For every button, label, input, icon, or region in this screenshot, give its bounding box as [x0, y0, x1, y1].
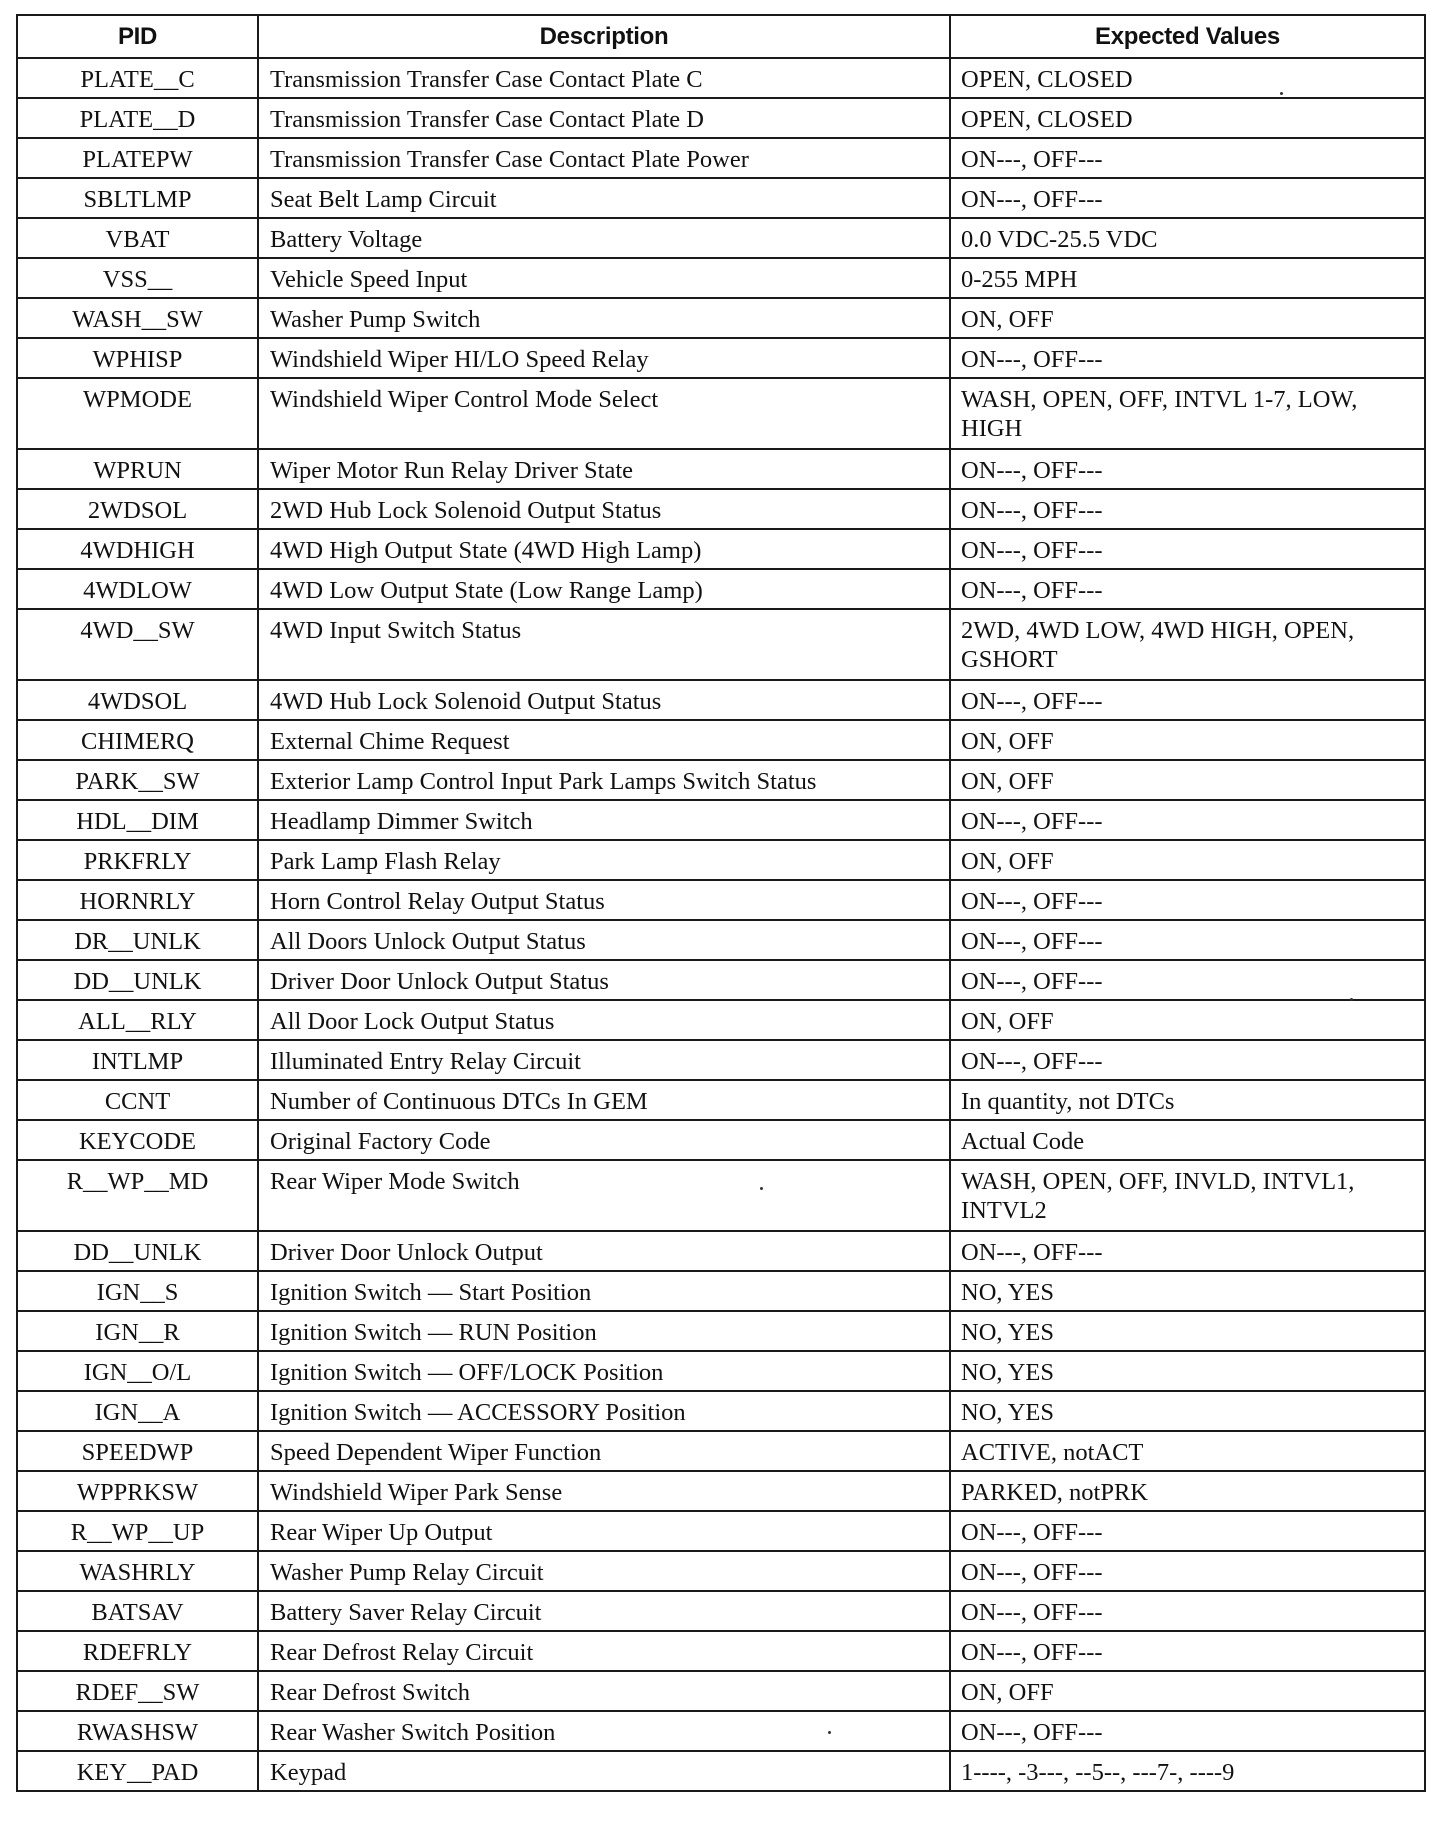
pid-cell: 4WD__SW [17, 609, 258, 680]
table-row [17, 800, 1425, 840]
expected-values-cell: 0-255 MPH [950, 258, 1425, 298]
table-row [17, 1391, 1425, 1431]
description-cell: Number of Continuous DTCs In GEM [258, 1080, 950, 1120]
expected-values-cell: NO, YES [950, 1391, 1425, 1431]
description-cell: Rear Defrost Relay Circuit [258, 1631, 950, 1671]
table-row [17, 258, 1425, 298]
pid-cell: WASHRLY [17, 1551, 258, 1591]
pid-cell: 2WDSOL [17, 489, 258, 529]
header-pid: PID [17, 15, 258, 58]
pid-cell: 4WDLOW [17, 569, 258, 609]
expected-values-cell: ON, OFF [950, 298, 1425, 338]
table-row [17, 960, 1425, 1000]
scan-speck [760, 1187, 763, 1190]
pid-cell: INTLMP [17, 1040, 258, 1080]
expected-values-cell: ON, OFF [950, 720, 1425, 760]
expected-values-cell: ON---, OFF--- [950, 489, 1425, 529]
description-cell: Transmission Transfer Case Contact Plate D [258, 98, 950, 138]
expected-values-cell: ON---, OFF--- [950, 920, 1425, 960]
expected-values-cell: Actual Code [950, 1120, 1425, 1160]
description-cell: 4WD Low Output State (Low Range Lamp) [258, 569, 950, 609]
description-cell: Vehicle Speed Input [258, 258, 950, 298]
pid-cell: PRKFRLY [17, 840, 258, 880]
table-row [17, 378, 1425, 449]
description-cell: All Door Lock Output Status [258, 1000, 950, 1040]
description-cell: All Doors Unlock Output Status [258, 920, 950, 960]
table-row [17, 1120, 1425, 1160]
description-cell: Washer Pump Switch [258, 298, 950, 338]
expected-values-cell: PARKED, notPRK [950, 1471, 1425, 1511]
pid-cell: BATSAV [17, 1591, 258, 1631]
pid-cell: CCNT [17, 1080, 258, 1120]
pid-cell: IGN__A [17, 1391, 258, 1431]
description-cell: Windshield Wiper Control Mode Select [258, 378, 950, 449]
table-row [17, 489, 1425, 529]
description-cell: Speed Dependent Wiper Function [258, 1431, 950, 1471]
description-cell: Illuminated Entry Relay Circuit [258, 1040, 950, 1080]
expected-values-cell: ON---, OFF--- [950, 1511, 1425, 1551]
table-row [17, 1711, 1425, 1751]
description-cell: Transmission Transfer Case Contact Plate C [258, 58, 950, 98]
table-row [17, 298, 1425, 338]
description-cell: 2WD Hub Lock Solenoid Output Status [258, 489, 950, 529]
expected-values-cell: ON---, OFF--- [950, 1631, 1425, 1671]
pid-cell: PLATE__D [17, 98, 258, 138]
pid-cell: DD__UNLK [17, 960, 258, 1000]
expected-values-cell: In quantity, not DTCs [950, 1080, 1425, 1120]
expected-values-cell: WASH, OPEN, OFF, INVLD, INTVL1, INTVL2 [950, 1160, 1425, 1231]
expected-values-cell: ON---, OFF--- [950, 338, 1425, 378]
pid-cell: WPHISP [17, 338, 258, 378]
pid-cell: PLATE__C [17, 58, 258, 98]
header-expected-values: Expected Values [950, 15, 1425, 58]
pid-cell: SPEEDWP [17, 1431, 258, 1471]
description-cell: 4WD Input Switch Status [258, 609, 950, 680]
table-row [17, 609, 1425, 680]
description-cell: Rear Wiper Up Output [258, 1511, 950, 1551]
expected-values-cell: ON---, OFF--- [950, 680, 1425, 720]
table-row [17, 1000, 1425, 1040]
expected-values-cell: ON---, OFF--- [950, 1040, 1425, 1080]
description-cell: Battery Voltage [258, 218, 950, 258]
table-row [17, 58, 1425, 98]
table-row [17, 569, 1425, 609]
pid-cell: VSS__ [17, 258, 258, 298]
expected-values-cell: OPEN, CLOSED [950, 98, 1425, 138]
pid-cell: DD__UNLK [17, 1231, 258, 1271]
expected-values-cell: ON---, OFF--- [950, 178, 1425, 218]
pid-cell: IGN__S [17, 1271, 258, 1311]
table-row [17, 1551, 1425, 1591]
description-cell: Rear Defrost Switch [258, 1671, 950, 1711]
pid-cell: WASH__SW [17, 298, 258, 338]
expected-values-cell: ON---, OFF--- [950, 1551, 1425, 1591]
table-row [17, 920, 1425, 960]
expected-values-cell: ACTIVE, notACT [950, 1431, 1425, 1471]
expected-values-cell: NO, YES [950, 1351, 1425, 1391]
description-cell: Windshield Wiper Park Sense [258, 1471, 950, 1511]
expected-values-cell: ON---, OFF--- [950, 960, 1425, 1000]
pid-cell: CHIMERQ [17, 720, 258, 760]
description-cell: Exterior Lamp Control Input Park Lamps Switch Status [258, 760, 950, 800]
header-description: Description [258, 15, 950, 58]
expected-values-cell: NO, YES [950, 1271, 1425, 1311]
expected-values-cell: 1----, -3---, --5--, ---7-, ----9 [950, 1751, 1425, 1791]
description-cell: Park Lamp Flash Relay [258, 840, 950, 880]
table-row [17, 98, 1425, 138]
table-row [17, 680, 1425, 720]
table-header-row [17, 15, 1425, 58]
pid-reference-sheet [16, 14, 1424, 1792]
table-row [17, 138, 1425, 178]
pid-cell: 4WDSOL [17, 680, 258, 720]
description-cell: Ignition Switch — ACCESSORY Position [258, 1391, 950, 1431]
table-row [17, 1471, 1425, 1511]
expected-values-cell: NO, YES [950, 1311, 1425, 1351]
expected-values-cell: 0.0 VDC-25.5 VDC [950, 218, 1425, 258]
scan-speck [1280, 92, 1283, 95]
table-body [17, 58, 1425, 1791]
pid-cell: DR__UNLK [17, 920, 258, 960]
table-row [17, 760, 1425, 800]
expected-values-cell: ON, OFF [950, 1671, 1425, 1711]
description-cell: Keypad [258, 1751, 950, 1791]
pid-cell: WPPRKSW [17, 1471, 258, 1511]
table-row [17, 1080, 1425, 1120]
description-cell: Wiper Motor Run Relay Driver State [258, 449, 950, 489]
pid-cell: ALL__RLY [17, 1000, 258, 1040]
scan-speck [1350, 998, 1353, 1001]
pid-cell: RWASHSW [17, 1711, 258, 1751]
expected-values-cell: ON, OFF [950, 840, 1425, 880]
expected-values-cell: ON---, OFF--- [950, 1231, 1425, 1271]
description-cell: Headlamp Dimmer Switch [258, 800, 950, 840]
description-cell: Ignition Switch — Start Position [258, 1271, 950, 1311]
table-row [17, 218, 1425, 258]
table-row [17, 720, 1425, 760]
pid-cell: IGN__R [17, 1311, 258, 1351]
pid-cell: R__WP__MD [17, 1160, 258, 1231]
table-row [17, 178, 1425, 218]
table-row [17, 1231, 1425, 1271]
description-cell: Driver Door Unlock Output [258, 1231, 950, 1271]
description-cell: Transmission Transfer Case Contact Plate Power [258, 138, 950, 178]
table-row [17, 1351, 1425, 1391]
table-row [17, 1431, 1425, 1471]
pid-cell: RDEFRLY [17, 1631, 258, 1671]
description-cell: Rear Washer Switch Position [258, 1711, 950, 1751]
pid-cell: VBAT [17, 218, 258, 258]
description-cell: Ignition Switch — OFF/LOCK Position [258, 1351, 950, 1391]
description-cell: External Chime Request [258, 720, 950, 760]
table-row [17, 1631, 1425, 1671]
table-row [17, 529, 1425, 569]
expected-values-cell: 2WD, 4WD LOW, 4WD HIGH, OPEN, GSHORT [950, 609, 1425, 680]
table-row [17, 1311, 1425, 1351]
pid-cell: KEY__PAD [17, 1751, 258, 1791]
table-row [17, 1511, 1425, 1551]
expected-values-cell: ON, OFF [950, 1000, 1425, 1040]
table-row [17, 1671, 1425, 1711]
expected-values-cell: ON---, OFF--- [950, 138, 1425, 178]
pid-cell: HORNRLY [17, 880, 258, 920]
table-row [17, 1591, 1425, 1631]
expected-values-cell: ON---, OFF--- [950, 1711, 1425, 1751]
description-cell: Driver Door Unlock Output Status [258, 960, 950, 1000]
expected-values-cell: WASH, OPEN, OFF, INTVL 1-7, LOW, HIGH [950, 378, 1425, 449]
description-cell: Washer Pump Relay Circuit [258, 1551, 950, 1591]
pid-cell: R__WP__UP [17, 1511, 258, 1551]
scan-speck [828, 1731, 831, 1734]
description-cell: Battery Saver Relay Circuit [258, 1591, 950, 1631]
table-row [17, 880, 1425, 920]
pid-cell: RDEF__SW [17, 1671, 258, 1711]
table-row [17, 1040, 1425, 1080]
table-row [17, 1751, 1425, 1791]
description-cell: Ignition Switch — RUN Position [258, 1311, 950, 1351]
pid-cell: 4WDHIGH [17, 529, 258, 569]
description-cell: 4WD Hub Lock Solenoid Output Status [258, 680, 950, 720]
description-cell: Rear Wiper Mode Switch [258, 1160, 950, 1231]
table-row [17, 449, 1425, 489]
pid-cell: HDL__DIM [17, 800, 258, 840]
expected-values-cell: ON---, OFF--- [950, 449, 1425, 489]
pid-cell: SBLTLMP [17, 178, 258, 218]
description-cell: Windshield Wiper HI/LO Speed Relay [258, 338, 950, 378]
pid-cell: WPMODE [17, 378, 258, 449]
description-cell: Seat Belt Lamp Circuit [258, 178, 950, 218]
table-row [17, 1271, 1425, 1311]
pid-cell: KEYCODE [17, 1120, 258, 1160]
description-cell: 4WD High Output State (4WD High Lamp) [258, 529, 950, 569]
pid-cell: PLATEPW [17, 138, 258, 178]
expected-values-cell: ON---, OFF--- [950, 880, 1425, 920]
expected-values-cell: OPEN, CLOSED [950, 58, 1425, 98]
pid-cell: IGN__O/L [17, 1351, 258, 1391]
description-cell: Horn Control Relay Output Status [258, 880, 950, 920]
expected-values-cell: ON---, OFF--- [950, 529, 1425, 569]
table-row [17, 338, 1425, 378]
expected-values-cell: ON, OFF [950, 760, 1425, 800]
pid-cell: PARK__SW [17, 760, 258, 800]
expected-values-cell: ON---, OFF--- [950, 1591, 1425, 1631]
description-cell: Original Factory Code [258, 1120, 950, 1160]
table-row [17, 1160, 1425, 1231]
pid-cell: WPRUN [17, 449, 258, 489]
table-row [17, 840, 1425, 880]
expected-values-cell: ON---, OFF--- [950, 569, 1425, 609]
expected-values-cell: ON---, OFF--- [950, 800, 1425, 840]
pid-table [16, 14, 1426, 1792]
